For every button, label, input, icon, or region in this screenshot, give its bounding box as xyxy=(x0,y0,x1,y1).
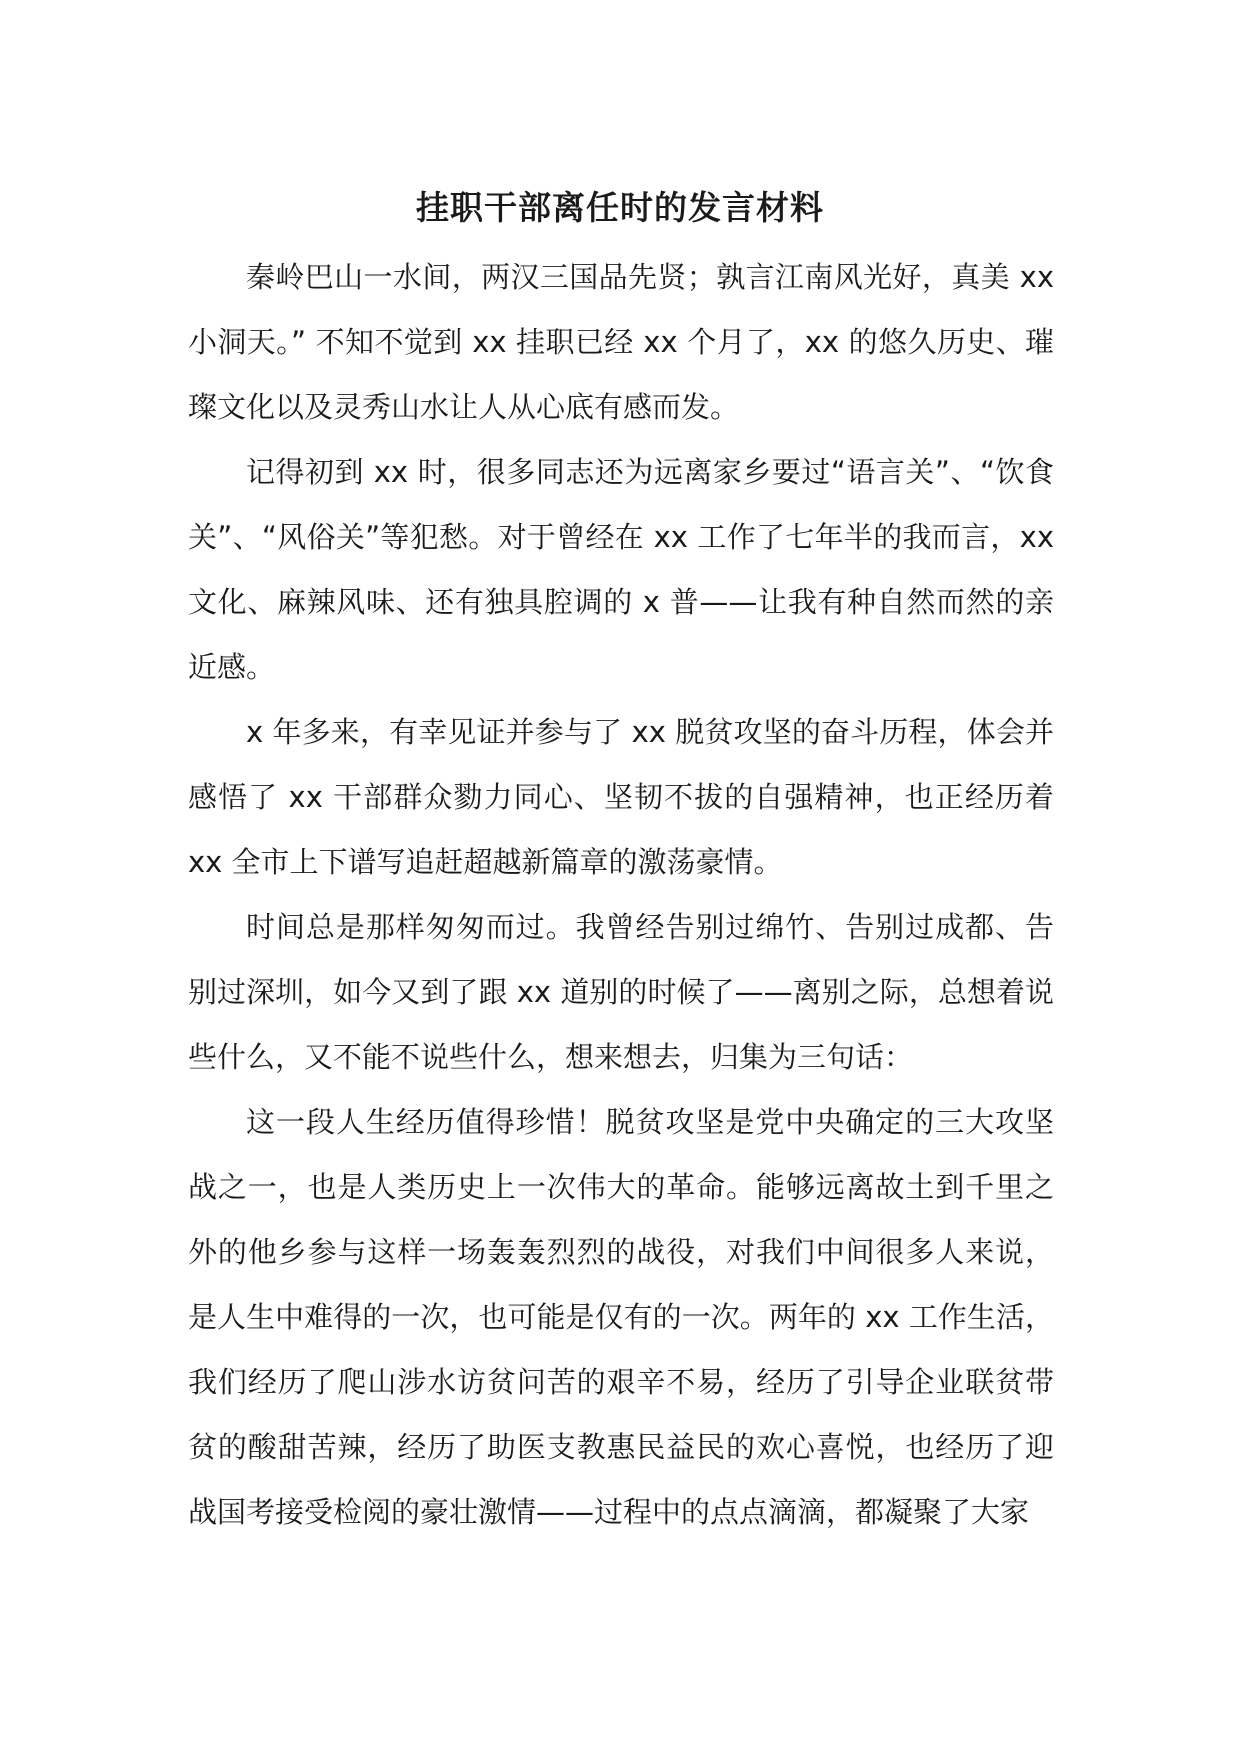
paragraph: 秦岭巴山一水间，两汉三国品先贤；孰言江南风光好，真美 xx 小洞天。” 不知不觉到 xx 挂职已经 xx 个月了，xx 的悠久历史、璀璨文化以及灵秀山水让人从心底有感而发。 xyxy=(188,260,1054,424)
paragraph: x 年多来，有幸见证并参与了 xx 脱贫攻坚的奋斗历程，体会并感悟了 xx 干部群众勠力同心、坚韧不拔的自强精神，也正经历着 xx 全市上下谱写追赶超越新篇章的激荡豪情。 xyxy=(188,715,1054,879)
paragraph: 时间总是那样匆匆而过。我曾经告别过绵竹、告别过成都、告别过深圳，如今又到了跟 xx 道别的时候了——离别之际，总想着说些什么，又不能不说些什么，想来想去，归集为三句话： xyxy=(188,910,1054,1074)
document-body xyxy=(188,245,1054,1545)
paragraph: 这一段人生经历值得珍惜！脱贫攻坚是党中央确定的三大攻坚战之一，也是人类历史上一次伟大的革命。能够远离故土到千里之外的他乡参与这样一场轰轰烈烈的战役，对我们中间很多人来说，是人生中难得的一次，也可能是仅有的一次。两年的 xx 工作生活，我们经历了爬山涉水访贫问苦的艰辛不易，经历了引导企业联贫带贫的酸甜苦辣，经历了助医支教惠民益民的欢心喜悦，也经历了迎战国考接受检阅的豪壮激情——过程中的点点滴滴，都凝聚了大家 xyxy=(188,1105,1054,1529)
paragraph: 记得初到 xx 时，很多同志还为远离家乡要过“语言关”、“饮食关”、“风俗关”等犯愁。对于曾经在 xx 工作了七年半的我而言，xx 文化、麻辣风味、还有独具腔调的 x 普——让我有种自然而然的亲近感。 xyxy=(188,455,1054,684)
document-title: 挂职干部离任时的发言材料 xyxy=(416,188,824,227)
